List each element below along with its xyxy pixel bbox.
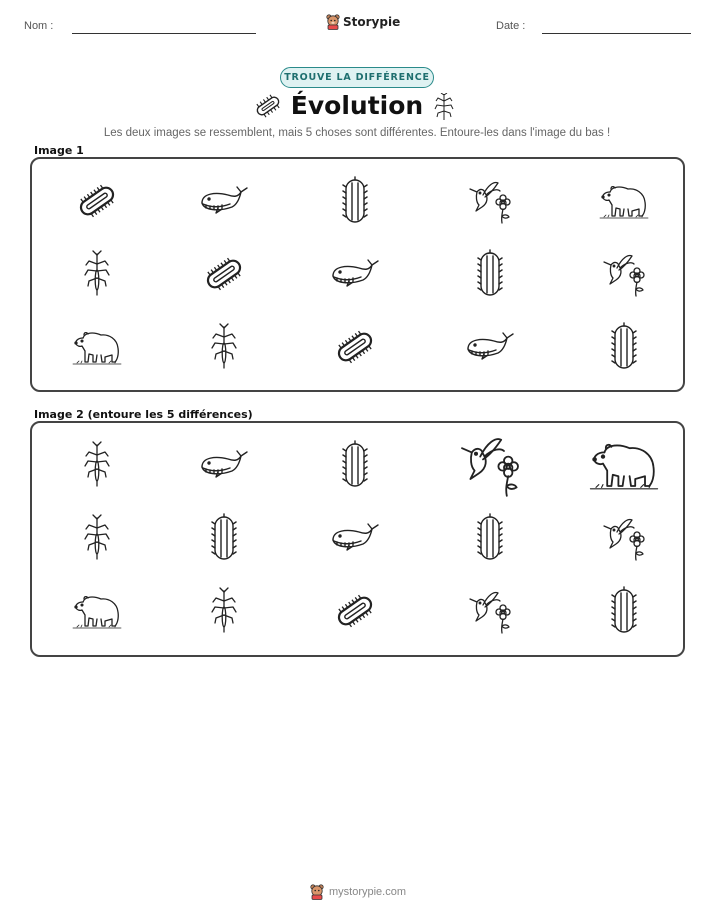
- image2-cell-1-2[interactable]: [199, 440, 249, 490]
- whale-icon: [199, 440, 249, 490]
- image1-cell-1-1: [72, 176, 122, 226]
- image1-cell-1-2: [199, 176, 249, 226]
- date-field-line[interactable]: [542, 33, 691, 34]
- cactus-icon: [465, 513, 515, 563]
- image2-cell-2-1[interactable]: [72, 513, 122, 563]
- image2-cell-2-2[interactable]: [199, 513, 249, 563]
- image1-cell-2-3: [330, 249, 380, 299]
- image2-cell-3-4[interactable]: [465, 586, 515, 636]
- image2-cell-3-1[interactable]: [72, 586, 122, 636]
- polar-bear-icon: [599, 176, 649, 226]
- image2-cell-1-5[interactable]: [589, 430, 659, 500]
- activity-badge: TROUVE LA DIFFÉRENCE: [280, 67, 434, 88]
- hummingbird-icon: [599, 513, 649, 563]
- image1-panel: [30, 157, 685, 392]
- cactus-icon: [330, 440, 380, 490]
- whale-icon: [330, 249, 380, 299]
- image1-cell-3-2: [199, 322, 249, 372]
- image1-label: Image 1: [34, 144, 84, 157]
- image2-panel[interactable]: [30, 421, 685, 657]
- storypie-bear-logo-icon: [310, 884, 324, 900]
- image1-cell-2-4: [465, 249, 515, 299]
- image2-cell-3-5[interactable]: [599, 586, 649, 636]
- hummingbird-icon: [599, 249, 649, 299]
- date-label: Date :: [496, 20, 526, 32]
- cactus-icon: [199, 513, 249, 563]
- instructions: Les deux images se ressemblent, mais 5 choses sont différentes. Entoure-les dans l'image du bas !: [103, 127, 611, 139]
- stick-insect-icon: [434, 93, 454, 121]
- whale-icon: [330, 513, 380, 563]
- cactus-icon: [330, 176, 380, 226]
- image1-cell-2-5: [599, 249, 649, 299]
- image2-cell-2-5[interactable]: [599, 513, 649, 563]
- image1-cell-2-1: [72, 249, 122, 299]
- image1-cell-1-4: [465, 176, 515, 226]
- whale-icon: [199, 176, 249, 226]
- polar-bear-icon: [72, 586, 122, 636]
- image1-cell-3-4: [465, 322, 515, 372]
- bacteria-icon: [199, 249, 249, 299]
- polar-bear-icon: [589, 430, 659, 500]
- stick-insect-icon: [72, 249, 122, 299]
- name-label: Nom :: [24, 20, 54, 32]
- footer-url: mystorypie.com: [329, 886, 407, 898]
- image2-cell-1-3[interactable]: [330, 440, 380, 490]
- image1-cell-3-5: [599, 322, 649, 372]
- image1-cell-1-5: [599, 176, 649, 226]
- bacteria-icon: [330, 322, 380, 372]
- stick-insect-icon: [199, 586, 249, 636]
- brand-name: Storypie: [343, 15, 401, 29]
- image2-cell-2-3[interactable]: [330, 513, 380, 563]
- image1-cell-2-2: [199, 249, 249, 299]
- stick-insect-icon: [72, 440, 122, 490]
- brand-logo: [326, 14, 400, 30]
- footer: [310, 884, 406, 900]
- image2-cell-1-1[interactable]: [72, 440, 122, 490]
- hummingbird-icon: [455, 430, 525, 500]
- stick-insect-icon: [199, 322, 249, 372]
- image1-cell-3-1: [72, 322, 122, 372]
- image2-label: Image 2 (entoure les 5 différences): [34, 408, 253, 421]
- image2-cell-3-3[interactable]: [330, 586, 380, 636]
- image1-cell-3-3: [330, 322, 380, 372]
- name-field-line[interactable]: [72, 33, 256, 34]
- bacteria-icon: [72, 176, 122, 226]
- cactus-icon: [465, 249, 515, 299]
- storypie-bear-logo-icon: [326, 14, 340, 30]
- cactus-icon: [599, 586, 649, 636]
- image2-cell-1-4[interactable]: [455, 430, 525, 500]
- cactus-icon: [599, 322, 649, 372]
- hummingbird-icon: [465, 586, 515, 636]
- image2-cell-3-2[interactable]: [199, 586, 249, 636]
- hummingbird-icon: [465, 176, 515, 226]
- page-title: Évolution: [290, 91, 424, 120]
- stick-insect-icon: [72, 513, 122, 563]
- whale-icon: [465, 322, 515, 372]
- bacteria-icon: [254, 94, 282, 118]
- image2-cell-2-4[interactable]: [465, 513, 515, 563]
- image1-cell-1-3: [330, 176, 380, 226]
- bacteria-icon: [330, 586, 380, 636]
- polar-bear-icon: [72, 322, 122, 372]
